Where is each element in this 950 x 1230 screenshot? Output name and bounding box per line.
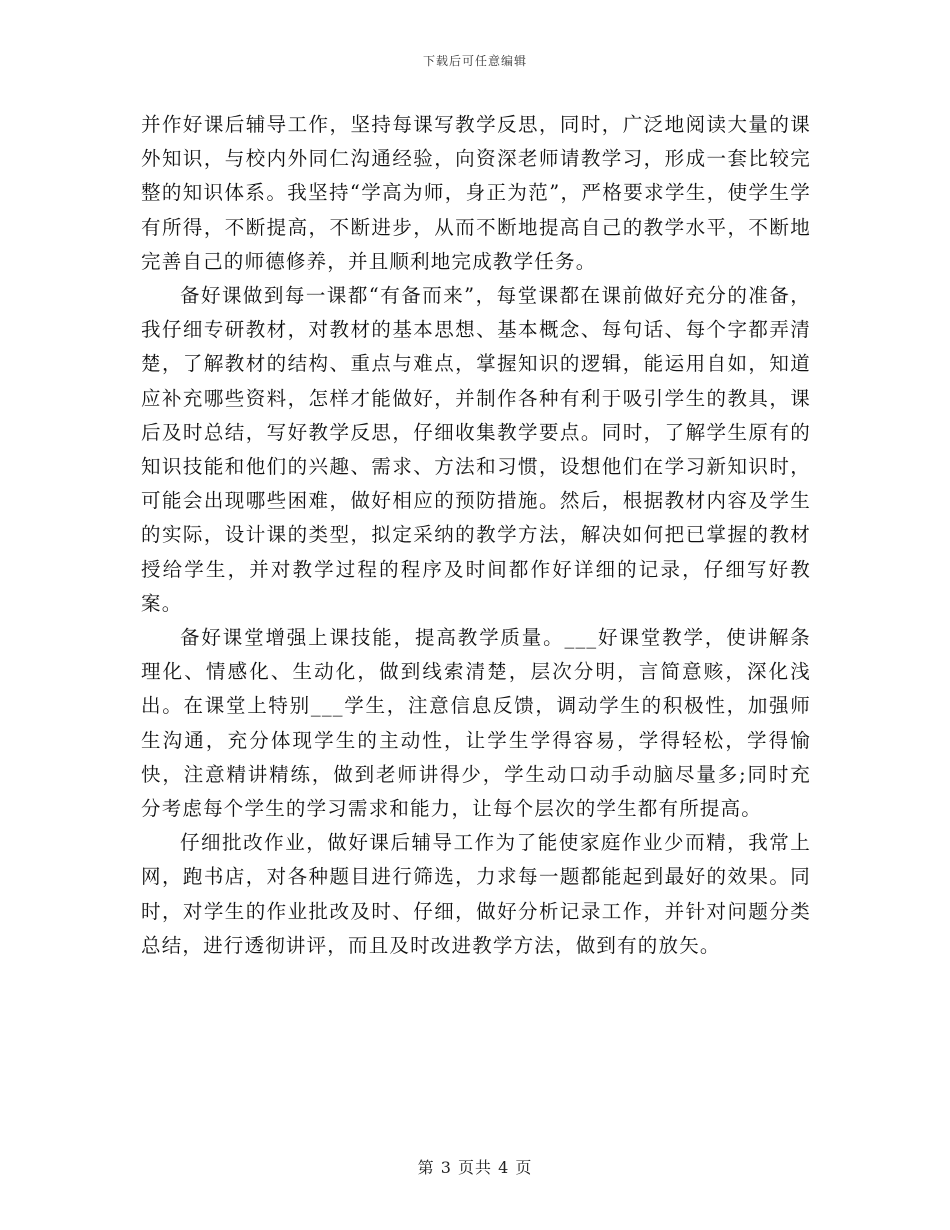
paragraph-4: 仔细批改作业，做好课后辅导工作为了能使家庭作业少而精，我常上网，跑书店，对各种题目进行筛选，力求每一题都能起到最好的效果。同时，对学生的作业批改及时、仔细，做好分析记录工作，并针对问题分类总结，进行透彻讲评，而且及时改进教学方法，做到有的放矢。 — [141, 831, 811, 957]
paragraph-3: 备好课堂增强上课技能，提高教学质量。___好课堂教学，使讲解条理化、情感化、生动化，做到线索清楚，层次分明，言简意赅，深化浅出。在课堂上特别___学生，注意信息反馈，调动学生的积极性，加强师生沟通，充分体现学生的主动性，让学生学得容易，学得轻松，学得愉快，注意精讲精练，做到老师讲得少，学生动口动手动脑尽量多;同时充分考虑每个学生的学习需求和能力，让每个层次的学生都有所提高。 — [141, 626, 811, 821]
page-header: 下载后可任意编辑 — [422, 54, 527, 68]
paragraph-2: 备好课做到每一课都“有备而来”，每堂课都在课前做好充分的准备，我仔细专研教材，对教材的基本思想、基本概念、每句话、每个字都弄清楚，了解教材的结构、重点与难点，掌握知识的逻辑，能运用自如，知道应补充哪些资料，怎样才能做好，并制作各种有利于吸引学生的教具，课后及时总结，写好教学反思，仔细收集教学要点。同时，了解学生原有的知识技能和他们的兴趣、需求、方法和习惯，设想他们在学习新知识时，可能会出现哪些困难，做好相应的预防措施。然后，根据教材内容及学生的实际，设计课的类型，拟定采纳的教学方法，解决如何把已掌握的教材授给学生，并对教学过程的程序及时间都作好详细的记录，仔细写好教案。 — [141, 284, 811, 615]
document-body — [141, 108, 811, 963]
page-footer: 第 3 页共 4 页 — [417, 1158, 533, 1177]
paragraph-1: 并作好课后辅导工作，坚持每课写教学反思，同时，广泛地阅读大量的课外知识，与校内外同仁沟通经验，向资深老师请教学习，形成一套比较完整的知识体系。我坚持“学高为师，身正为范”，严格要求学生，使学生学有所得，不断提高，不断进步，从而不断地提高自己的教学水平，不断地完善自己的师德修养，并且顺利地完成教学任务。 — [141, 113, 811, 273]
